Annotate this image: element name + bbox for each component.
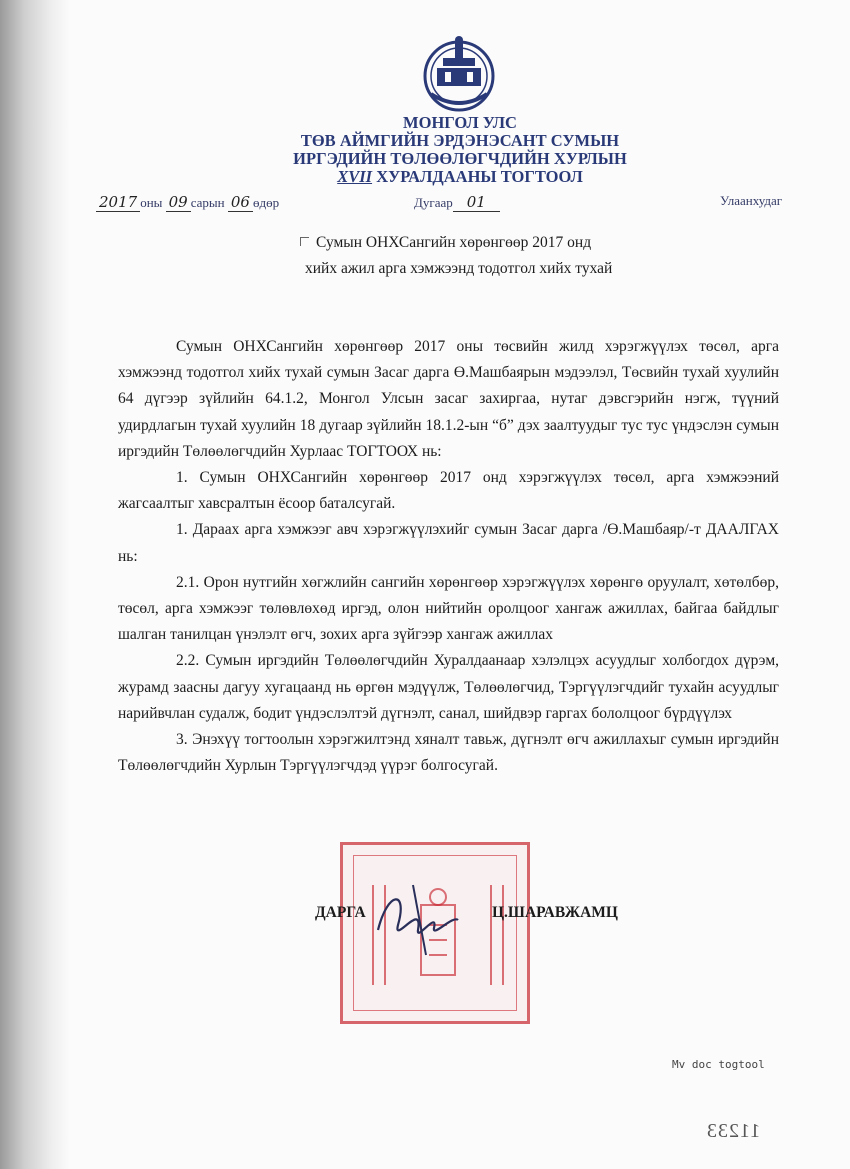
- document-date: 2017 оны 09 сарын 06 өдөр: [96, 193, 279, 211]
- document-body: [118, 334, 779, 779]
- date-month: 09: [166, 193, 191, 212]
- subject-line-2: хийх ажил арга хэмжээнд тодотгол хийх тухай: [305, 260, 613, 277]
- header-aimag-sum: ТӨВ АЙМГИЙН ЭРДЭНЭСАНТ СУМЫН: [300, 131, 620, 150]
- date-day: 06: [228, 193, 253, 212]
- document-footer-id: Mv doc togtool: [672, 1058, 765, 1071]
- number-value: 01: [453, 193, 500, 212]
- document-number: Дугаар 01: [414, 193, 500, 211]
- date-year: 2017: [96, 193, 140, 212]
- page-number: 11233: [706, 1120, 761, 1142]
- scan-edge-shadow: [0, 0, 70, 1169]
- document-city: Улаанхудаг: [720, 193, 783, 208]
- state-emblem-icon: [415, 34, 503, 114]
- document-header: [250, 114, 670, 186]
- body-paragraph-item-2-1: 2.1. Орон нутгийн хөгжлийн сангийн хөрөнгөөр хэрэгжүүлэх хөрөнгө оруулалт, хөтөлбөр, төсөл, арга хэмжээг төлөвлөхөд иргэд, олон нийтийн оролцоог хангаж ажиллах, байгаа байдлыг шалган танилцан үнэлэлт өгч, зохих арга зүйгээр хангаж ажиллах: [118, 573, 779, 644]
- subject-line-1: Сумын ОНХСангийн хөрөнгөөр 2017 онд: [316, 234, 592, 251]
- body-paragraph-item-1: 1. Сумын ОНХСангийн хөрөнгөөр 2017 онд хэрэгжүүлэх төсөл, арга хэмжээний жагсаалтыг хавсралтын ёсоор баталсугай.: [118, 469, 779, 513]
- signatory-name: Ц.ШАРАВЖАМЦ: [492, 904, 618, 921]
- signatory-title: ДАРГА: [315, 904, 366, 921]
- body-paragraph-preamble: Сумын ОНХСангийн хөрөнгөөр 2017 оны төсвийн жилд хэрэгжүүлэх төсөл, арга хэмжээнд тодотгол хийх тухай сумын Засаг дарга Ө.Машбаярын мэдээлэл, Төсвийн тухай хуулийн 64 дүгээр зүйлийн 64.1.2, Монгол Улсын засаг захиргаа, нутаг дэвсгэрийн нэгж, түүний удирдлагын тухай хуулийн 18 дугаар зүйлийн 18.1.2-ын “б” дэх заалтуудыг тус тус үндэслэн сумын иргэдийн Төлөөлөгчдийн Хурлаас ТОГТООХ нь:: [118, 338, 779, 460]
- body-paragraph-item-2: 1. Дараах арга хэмжээг авч хэрэгжүүлэхийг сумын Засаг дарга /Ө.Машбаяр/-т ДААЛГАХ нь:: [118, 521, 779, 565]
- document-subject: [250, 230, 670, 282]
- header-resolution-title: XVII ХУРАЛДААНЫ ТОГТООЛ: [337, 167, 583, 186]
- header-council: ИРГЭДИЙН ТӨЛӨӨЛӨГЧДИЙН ХУРЛЫН: [293, 149, 627, 168]
- body-paragraph-item-2-2: 2.2. Сумын иргэдийн Төлөөлөгчдийн Хуралдаанаар хэлэлцэх асуудлыг холбогдох дүрэм, журамд заасны дагуу хугацаанд нь өргөн мэдүүлж, Төлөөлөгчид, Тэргүүлэгчдийг тухайн асуудлыг нарийвчлан судалж, бодит үндэслэлтэй дүгнэлт, санал, шийдвэр гаргах бололцоог бүрдүүлэх: [118, 652, 779, 722]
- header-country: МОНГОЛ УЛС: [403, 113, 517, 132]
- body-paragraph-item-3: 3. Энэхүү тогтоолын хэрэгжилтэнд хяналт тавьж, дүгнэлт өгч ажиллахыг сумын иргэдийн Төлөөлөгчдийн Хурлын Тэргүүлэгчдэд үүрэг болгосугай.: [118, 731, 779, 775]
- session-number: XVII: [337, 167, 373, 186]
- signature-scribble: [368, 880, 468, 960]
